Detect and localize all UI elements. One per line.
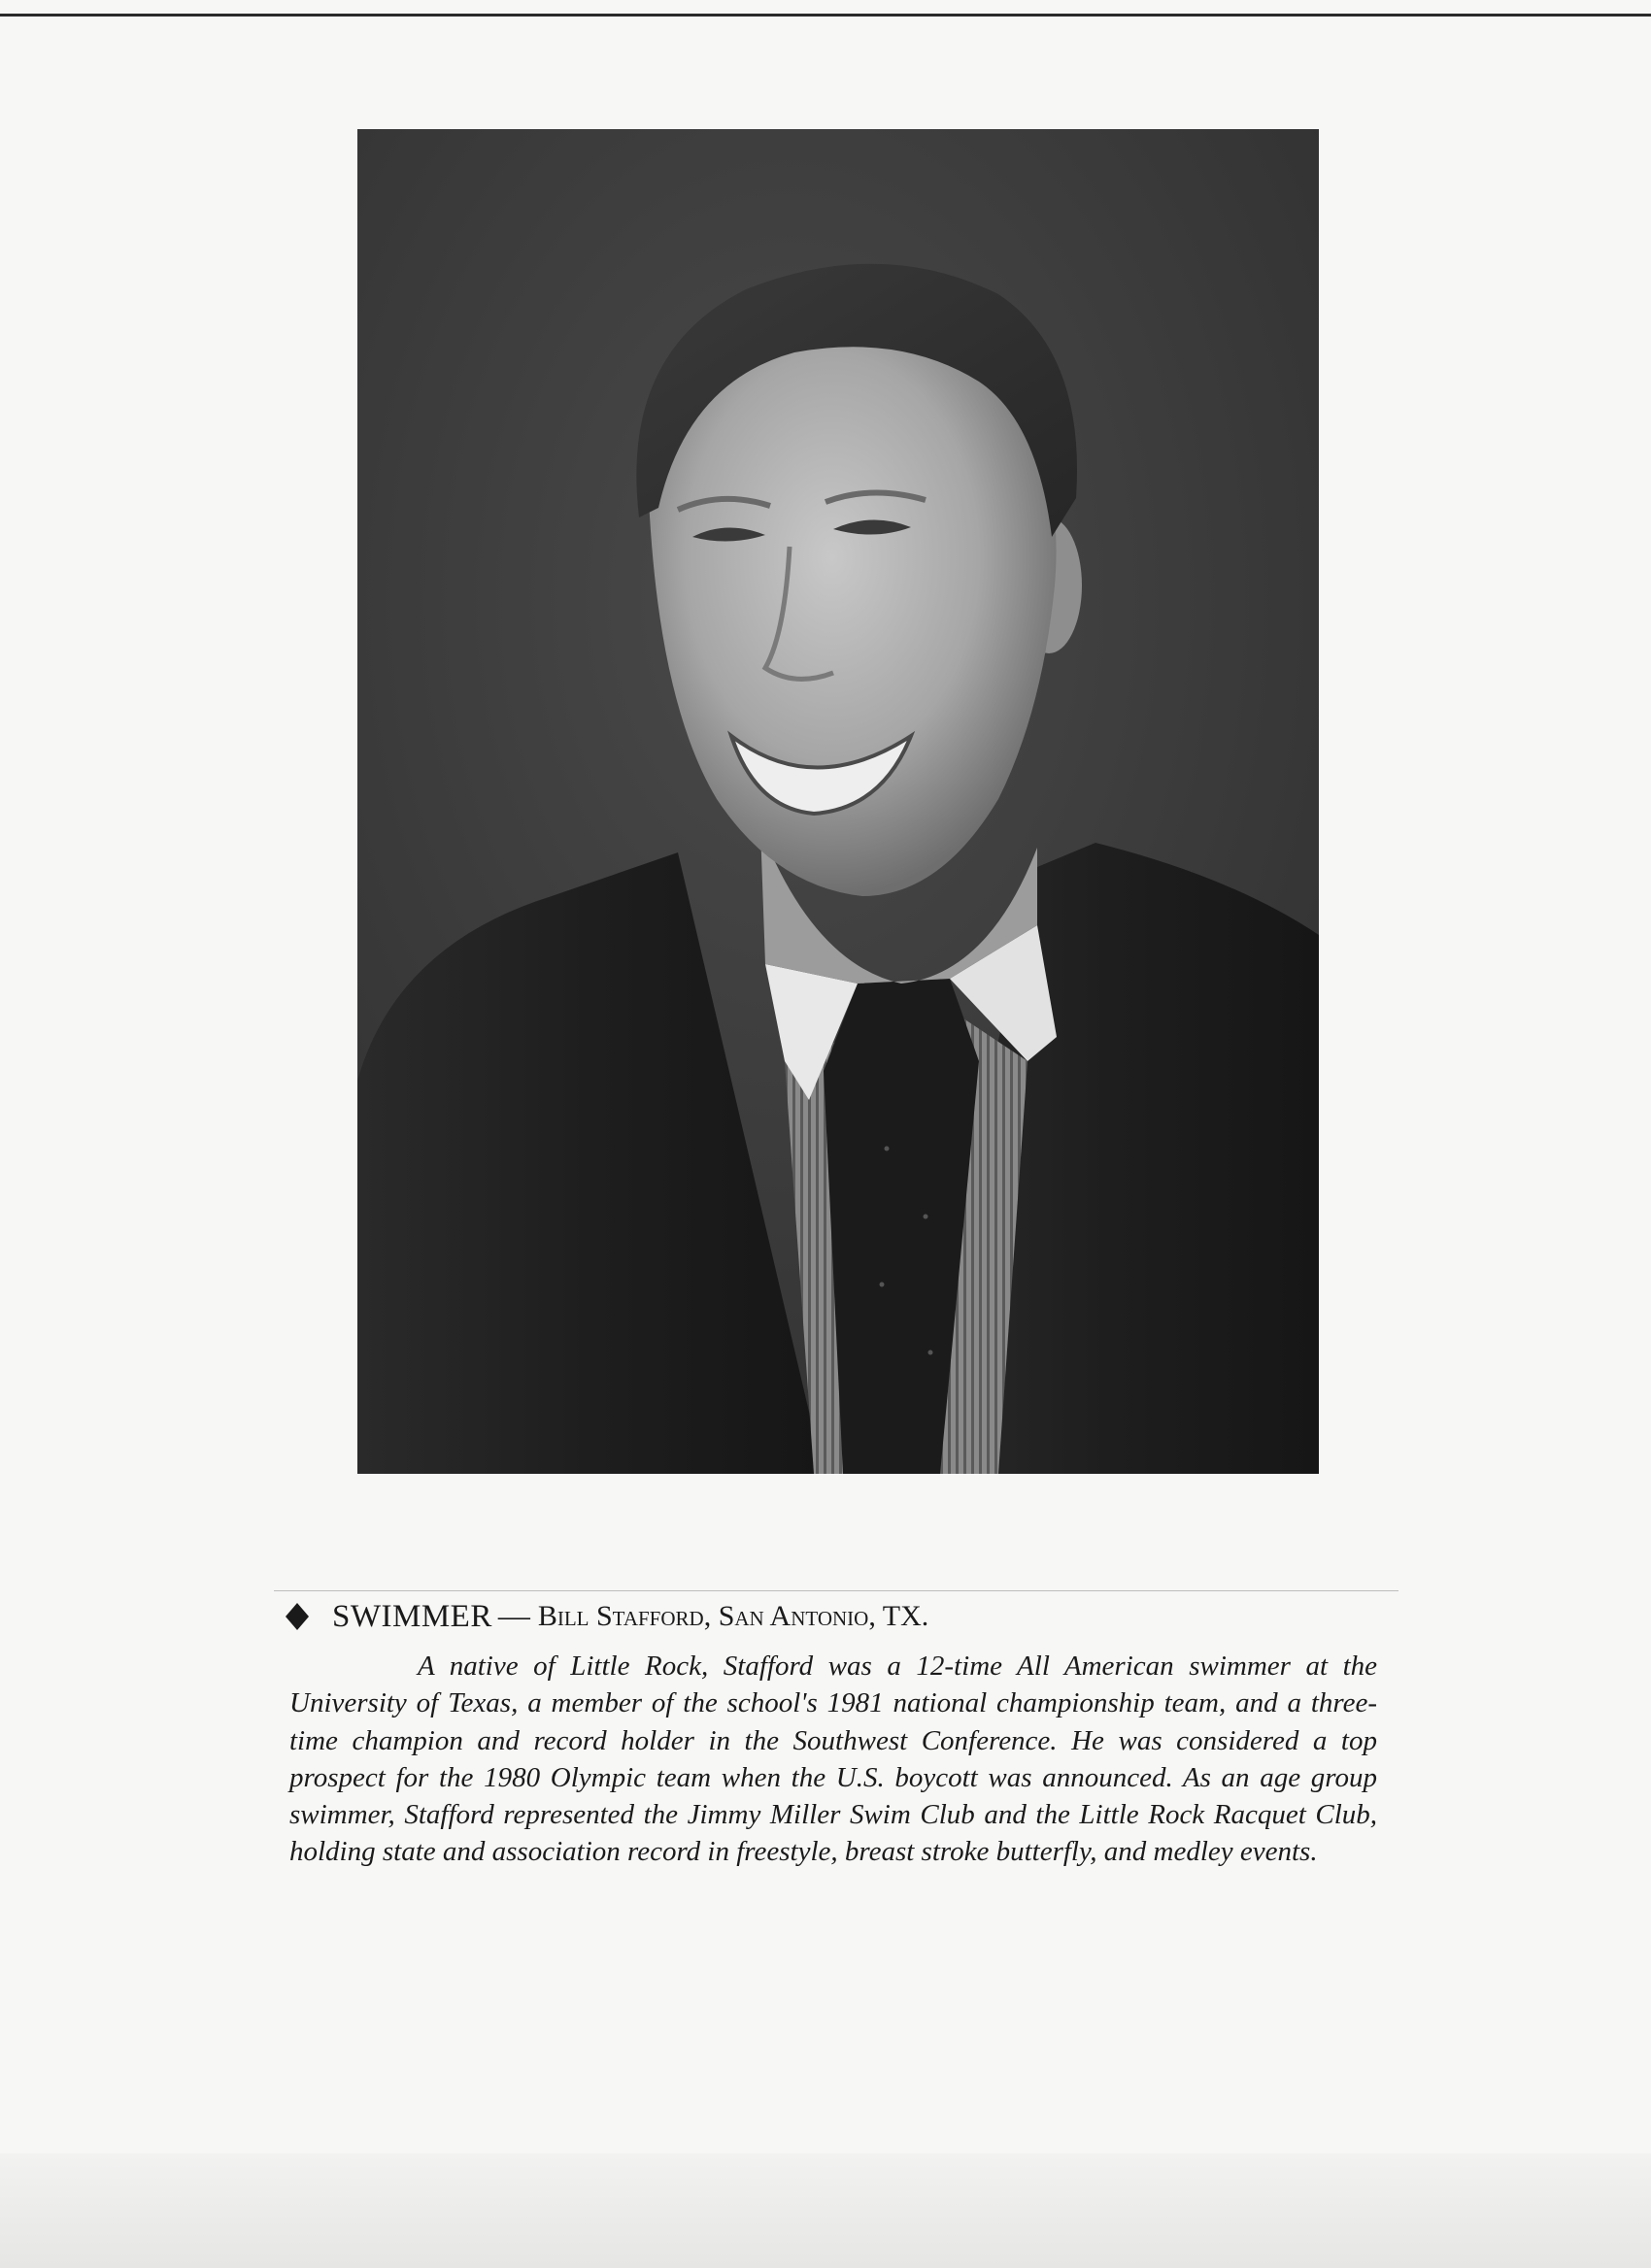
caption-divider xyxy=(274,1590,1398,1591)
scan-bottom-shade xyxy=(0,2153,1651,2268)
diamond-icon xyxy=(286,1603,309,1630)
portrait-photo xyxy=(357,129,1319,1474)
caption-heading xyxy=(286,1595,928,1638)
caption-bio: A native of Little Rock, Stafford was a 12-time All American swimmer at the University of Texas, a member of the school's 1981 national championship team, and a three-time champion and record holder in the Southwest Conference. He was considered a top prospect for the 1980 Olympic team when the U.S. boycott was announced. As an age group swimmer, Stafford represented the Jimmy Miller Swim Club and the Little Rock Racquet Club, holding state and association record in freestyle, breast stroke butterfly, and medley events. xyxy=(289,1651,1377,1868)
caption-name-location: Bill Stafford, San Antonio, TX. xyxy=(537,1600,929,1632)
top-edge-rule xyxy=(0,14,1651,17)
caption-separator: — xyxy=(497,1598,530,1634)
caption-role: SWIMMER xyxy=(332,1598,492,1634)
